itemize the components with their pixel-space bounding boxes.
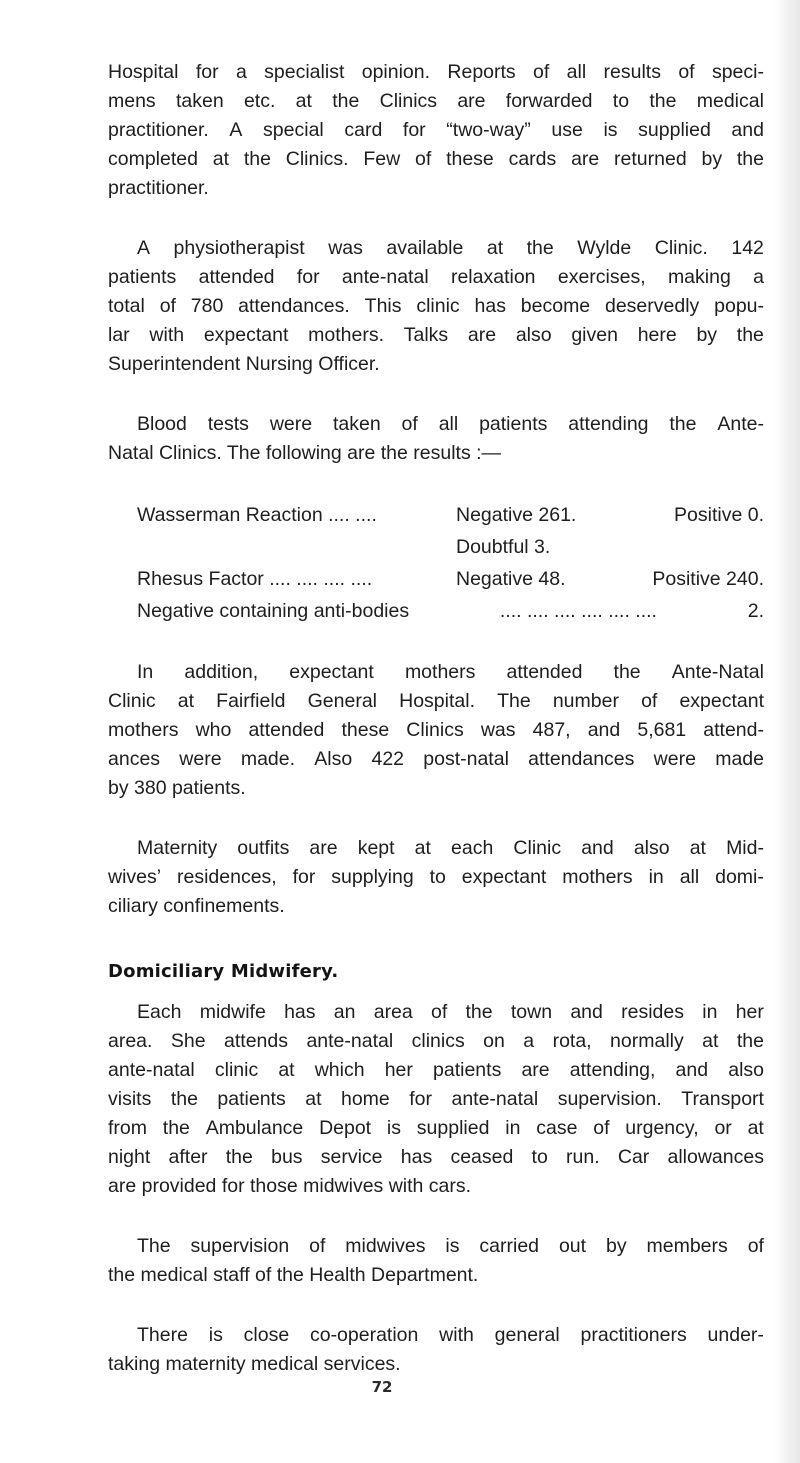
word: made. <box>240 748 296 770</box>
word: and <box>570 1001 603 1023</box>
word: patients <box>217 1088 286 1110</box>
word: clinics <box>411 1030 465 1052</box>
word: and <box>581 837 614 859</box>
word: the <box>332 90 360 112</box>
word: tests <box>207 413 249 435</box>
word: practitioners <box>580 1324 687 1346</box>
word: midwives <box>345 1235 426 1257</box>
word: supplied <box>416 1117 490 1139</box>
word: members <box>646 1235 728 1257</box>
word: normally <box>610 1030 684 1052</box>
word: of <box>401 413 418 435</box>
word: supplying <box>331 866 414 888</box>
word: attends <box>224 1030 288 1052</box>
word: Transport <box>681 1088 764 1110</box>
word: are <box>457 90 486 112</box>
word: the <box>736 148 764 170</box>
word: were <box>269 413 313 435</box>
word: were <box>653 748 696 770</box>
word: is <box>386 1117 401 1139</box>
word: cards <box>508 148 557 170</box>
text-line <box>108 716 764 745</box>
word: outfits <box>237 837 290 859</box>
word: the <box>225 1146 253 1168</box>
word: out <box>558 1235 587 1257</box>
paragraph-physiotherapist <box>108 234 764 379</box>
word: at <box>414 837 431 859</box>
word: ante-natal <box>451 1088 539 1110</box>
text-line <box>108 998 764 1027</box>
word: attend- <box>703 719 764 741</box>
word: medical <box>696 90 764 112</box>
text-line <box>108 1143 764 1172</box>
text-line <box>108 321 764 350</box>
word: by <box>696 324 718 346</box>
word: of <box>678 61 695 83</box>
word: for <box>409 1088 432 1110</box>
paragraph-supervision <box>108 1232 764 1290</box>
document-page <box>108 58 764 1379</box>
text-line: the medical staff of the Health Department. <box>108 1264 479 1286</box>
word: night <box>108 1146 151 1168</box>
text-line <box>108 1027 764 1056</box>
word: carried <box>479 1235 540 1257</box>
word: Ambulance <box>205 1117 304 1139</box>
word: run. <box>566 1146 600 1168</box>
word: domi- <box>715 866 764 888</box>
word: the <box>465 1001 493 1023</box>
word: expectant <box>461 866 547 888</box>
word: attendances. <box>238 295 350 317</box>
word: returned <box>614 148 687 170</box>
text-line <box>108 145 764 174</box>
word: with <box>149 324 185 346</box>
word: patients <box>108 266 177 288</box>
word: This <box>364 295 402 317</box>
word: popu- <box>714 295 764 317</box>
word: attended <box>248 719 325 741</box>
word: the <box>613 661 641 683</box>
word: expectant <box>679 690 764 712</box>
word: town <box>510 1001 553 1023</box>
word: is <box>208 1324 223 1346</box>
word: wives’ <box>108 866 162 888</box>
word: under- <box>707 1324 764 1346</box>
word: Clinics. <box>285 148 349 170</box>
text-line <box>108 1321 764 1350</box>
antibodies-value: 2. <box>747 600 764 622</box>
word: ceased <box>450 1146 514 1168</box>
word: her <box>735 1001 764 1023</box>
word: by <box>701 148 723 170</box>
word: Ante- <box>717 413 764 435</box>
paragraph-blood-tests <box>108 410 764 468</box>
blood-test-results <box>108 499 764 627</box>
word: Blood <box>137 413 187 435</box>
word: Clinics <box>406 719 464 741</box>
rhesus-positive: Positive 240. <box>652 568 764 590</box>
paragraph-cooperation <box>108 1321 764 1379</box>
word: patients <box>433 1059 502 1081</box>
word: mothers. <box>308 324 384 346</box>
text-line <box>108 1232 764 1261</box>
word: general <box>494 1324 560 1346</box>
word: Reports <box>447 61 516 83</box>
word: for <box>195 61 219 83</box>
word: and <box>731 119 764 141</box>
word: 5,681 <box>637 719 687 741</box>
word: taken <box>175 90 224 112</box>
word: in <box>702 1001 718 1023</box>
word: who <box>195 719 232 741</box>
word: also <box>515 324 552 346</box>
word: addition, <box>184 661 259 683</box>
word: bus <box>271 1146 303 1168</box>
word: is <box>603 119 618 141</box>
word: at <box>305 1088 322 1110</box>
word: Clinic <box>513 837 562 859</box>
word: has <box>474 295 506 317</box>
word: each <box>451 837 494 859</box>
word: residences, <box>177 866 277 888</box>
text-line <box>108 234 764 263</box>
word: of <box>159 295 176 317</box>
text-line <box>108 116 764 145</box>
word: for <box>402 119 426 141</box>
antibodies-dots: .... .... .... .... .... .... <box>499 600 657 622</box>
word: Also <box>314 748 353 770</box>
text-line: Superintendent Nursing Officer. <box>108 353 380 375</box>
word: Fairfield <box>216 690 286 712</box>
word: are <box>521 1059 550 1081</box>
word: by <box>605 1235 627 1257</box>
text-line <box>108 87 764 116</box>
wasserman-doubtful: Doubtful 3. <box>456 536 551 558</box>
word: Maternity <box>137 837 218 859</box>
word: made <box>715 748 764 770</box>
word: the <box>170 1088 198 1110</box>
word: the <box>649 90 677 112</box>
word: has <box>284 1001 316 1023</box>
word: given <box>571 324 618 346</box>
word: area. <box>108 1030 153 1052</box>
word: number <box>552 690 619 712</box>
word: Clinic. <box>654 237 708 259</box>
word: urgency, <box>625 1117 699 1139</box>
word: etc. <box>243 90 276 112</box>
text-line <box>108 410 764 439</box>
rhesus-row <box>137 563 764 595</box>
word: these <box>341 719 390 741</box>
word: attendances <box>528 748 635 770</box>
word: specialist <box>264 61 345 83</box>
word: are <box>571 148 600 170</box>
word: the <box>526 237 554 259</box>
word: Ante-Natal <box>671 661 764 683</box>
word: use <box>551 119 583 141</box>
word: 487, <box>532 719 571 741</box>
word: are <box>309 837 338 859</box>
word: mens <box>108 90 156 112</box>
text-line: by 380 patients. <box>108 777 246 799</box>
text-line <box>108 863 764 892</box>
text-line: Natal Clinics. The following are the results :— <box>108 442 502 464</box>
word: completed <box>108 148 198 170</box>
word: expectant <box>203 324 289 346</box>
word: supervision. <box>557 1088 662 1110</box>
word: Few <box>363 148 401 170</box>
word: at <box>486 237 504 259</box>
word: and <box>587 719 621 741</box>
word: In <box>137 661 154 683</box>
text-line <box>108 1085 764 1114</box>
word: taken <box>332 413 381 435</box>
word: or <box>714 1117 732 1139</box>
word: of <box>431 1001 448 1023</box>
word: area <box>373 1001 413 1023</box>
word: deservedly <box>604 295 700 317</box>
word: Talks <box>403 324 449 346</box>
word: allowances <box>667 1146 764 1168</box>
word: mothers <box>404 661 476 683</box>
word: special <box>263 119 324 141</box>
word: all <box>566 61 587 83</box>
word: at <box>177 690 195 712</box>
word: ante-natal <box>341 266 429 288</box>
page-edge-shadow <box>774 0 800 1463</box>
text-line <box>108 687 764 716</box>
word: Depot <box>319 1117 372 1139</box>
word: results <box>603 61 661 83</box>
word: with <box>439 1324 474 1346</box>
word: and <box>675 1059 709 1081</box>
word: Hospital. <box>399 690 475 712</box>
text-line: are provided for those midwives with cars. <box>108 1175 472 1197</box>
word: midwife <box>199 1001 266 1023</box>
word: here <box>637 324 677 346</box>
text-line <box>108 58 764 87</box>
word: of <box>415 148 432 170</box>
word: in <box>505 1117 521 1139</box>
word: at <box>689 837 706 859</box>
word: an <box>333 1001 356 1023</box>
text-line <box>108 658 764 687</box>
word: are <box>467 324 497 346</box>
word: of <box>747 1235 764 1257</box>
word: at <box>278 1059 295 1081</box>
word: a <box>753 266 764 288</box>
word: ances <box>108 748 161 770</box>
wasserman-negative: Negative 261. <box>456 504 577 526</box>
word: opinion. <box>361 61 431 83</box>
word: the <box>736 324 764 346</box>
text-line <box>108 1056 764 1085</box>
word: all <box>679 866 700 888</box>
word: supervision <box>190 1235 290 1257</box>
word: post-natal <box>423 748 509 770</box>
word: Wylde <box>577 237 632 259</box>
word: of <box>533 61 550 83</box>
paragraph-maternity-outfits <box>108 834 764 921</box>
word: were <box>179 748 222 770</box>
word: available <box>386 237 464 259</box>
text-line <box>108 834 764 863</box>
word: attending <box>568 413 649 435</box>
word: A <box>229 119 243 141</box>
word: resides <box>621 1001 684 1023</box>
word: also <box>633 837 670 859</box>
word: in <box>648 866 664 888</box>
word: the <box>736 1030 764 1052</box>
word: General <box>307 690 378 712</box>
word: kept <box>357 837 395 859</box>
word: was <box>480 719 516 741</box>
text-line <box>108 292 764 321</box>
text-line <box>108 1114 764 1143</box>
word: to <box>531 1146 548 1168</box>
word: co-operation <box>309 1324 419 1346</box>
word: A <box>137 237 151 259</box>
word: close <box>243 1324 290 1346</box>
word: for <box>292 866 316 888</box>
antibodies-label: Negative containing anti-bodies <box>137 600 410 622</box>
word: at <box>212 148 230 170</box>
word: practitioner. <box>108 119 209 141</box>
word: is <box>445 1235 460 1257</box>
word: a <box>523 1030 535 1052</box>
wasserman-label: Wasserman Reaction .... .... <box>137 504 377 526</box>
word: 142 <box>731 237 764 259</box>
word: clinic <box>214 1059 259 1081</box>
word: of <box>641 690 658 712</box>
word: 780 <box>190 295 224 317</box>
word: making <box>667 266 731 288</box>
antibodies-row <box>137 595 764 627</box>
word: “two-way” <box>446 119 531 141</box>
word: attended <box>198 266 275 288</box>
word: Each <box>137 1001 182 1023</box>
word: relaxation <box>450 266 536 288</box>
paragraph-specialist-reports <box>108 58 764 203</box>
word: become <box>520 295 591 317</box>
word: a <box>235 61 247 83</box>
word: ante-natal <box>306 1030 394 1052</box>
word: mothers <box>562 866 633 888</box>
word: service <box>320 1146 383 1168</box>
word: to <box>429 866 446 888</box>
word: at <box>702 1030 719 1052</box>
word: There <box>137 1324 188 1346</box>
text-line: taking maternity medical services. <box>108 1353 401 1375</box>
text-line: practitioner. <box>108 177 209 199</box>
word: after <box>168 1146 208 1168</box>
paragraph-fairfield-clinic <box>108 658 764 803</box>
wasserman-row <box>137 499 764 531</box>
word: She <box>170 1030 206 1052</box>
word: speci- <box>711 61 764 83</box>
word: of <box>593 1117 610 1139</box>
word: on <box>483 1030 505 1052</box>
wasserman-doubtful-row <box>137 531 764 563</box>
text-line <box>108 263 764 292</box>
word: Clinics <box>379 90 438 112</box>
word: 422 <box>371 748 405 770</box>
text-line <box>108 745 764 774</box>
text-line: ciliary confinements. <box>108 895 285 917</box>
word: ante-natal <box>108 1059 195 1081</box>
word: supplied <box>638 119 711 141</box>
word: total <box>108 295 145 317</box>
word: to <box>612 90 630 112</box>
word: visits <box>108 1088 152 1110</box>
word: the <box>243 148 271 170</box>
word: card <box>344 119 383 141</box>
word: physiotherapist <box>173 237 305 259</box>
word: expectant <box>289 661 374 683</box>
word: rota, <box>552 1030 592 1052</box>
word: has <box>400 1146 433 1168</box>
word: was <box>328 237 363 259</box>
word: clinic <box>416 295 460 317</box>
word: exercises, <box>557 266 646 288</box>
word: The <box>497 690 531 712</box>
word: Car <box>617 1146 650 1168</box>
wasserman-positive: Positive 0. <box>674 504 764 526</box>
rhesus-negative: Negative 48. <box>456 568 566 590</box>
word: which <box>314 1059 365 1081</box>
word: case <box>536 1117 578 1139</box>
word: home <box>340 1088 390 1110</box>
word: patients <box>479 413 548 435</box>
word: The <box>137 1235 171 1257</box>
word: all <box>438 413 459 435</box>
word: at <box>295 90 312 112</box>
page-number: 72 <box>371 1378 393 1396</box>
paragraph-midwife-area <box>108 998 764 1201</box>
word: these <box>446 148 494 170</box>
word: at <box>747 1117 764 1139</box>
word: attended <box>506 661 583 683</box>
word: Mid- <box>726 837 764 859</box>
word: lar <box>108 324 130 346</box>
word: the <box>669 413 697 435</box>
word: forwarded <box>505 90 593 112</box>
rhesus-label: Rhesus Factor .... .... .... .... <box>137 568 373 590</box>
word: for <box>296 266 320 288</box>
word: attending, <box>569 1059 656 1081</box>
word: her <box>384 1059 413 1081</box>
word: of <box>309 1235 326 1257</box>
word: from <box>108 1117 147 1139</box>
section-heading: Domiciliary Midwifery. <box>108 961 339 982</box>
word: Clinic <box>108 690 156 712</box>
word: Hospital <box>108 61 179 83</box>
word: mothers <box>108 719 179 741</box>
word: also <box>728 1059 764 1081</box>
word: the <box>162 1117 190 1139</box>
